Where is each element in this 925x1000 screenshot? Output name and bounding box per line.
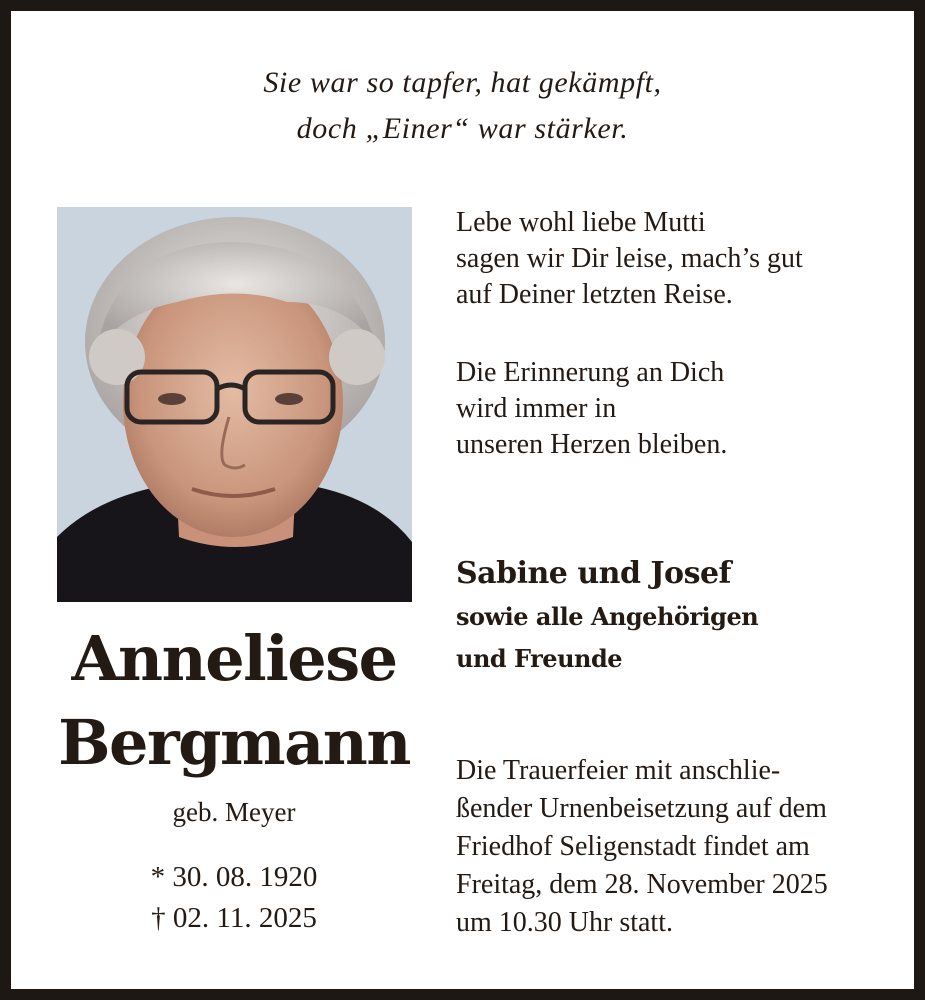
funeral-notice (456, 752, 828, 942)
verse-line: wird immer in (456, 393, 617, 424)
deceased-first-name: Anneliese (71, 622, 397, 695)
death-date: † 02. 11. 2025 (151, 902, 317, 934)
mourners-signature (456, 553, 758, 679)
verse-line: Die Erinnerung an Dich (456, 357, 725, 388)
notice-line: Freitag, dem 28. November 2025 (456, 869, 828, 900)
motto (0, 60, 925, 152)
verse-line: auf Deiner letzten Reise. (456, 279, 733, 310)
deceased-last-name: Bergmann (58, 706, 410, 779)
notice-line: um 10.30 Uhr statt. (456, 907, 673, 938)
birth-date: * 30. 08. 1920 (150, 861, 318, 893)
motto-line-2: doch „Einer“ war stärker. (296, 112, 629, 145)
verse-stanza-1 (456, 205, 803, 313)
notice-line: Friedhof Seligenstadt findet am (456, 831, 810, 862)
motto-line-1: Sie war so tapfer, hat gekämpft, (263, 66, 662, 99)
portrait-photo (57, 207, 412, 602)
maiden-name: geb. Meyer (172, 797, 296, 827)
verse-line: sagen wir Dir leise, mach’s gut (456, 243, 803, 274)
notice-line: ßender Urnenbeisetzung auf dem (456, 793, 827, 824)
verse-line: Lebe wohl liebe Mutti (456, 207, 706, 238)
verse-line: unseren Herzen bleiben. (456, 429, 728, 460)
mourners-relatives: sowie alle Angehörigen (456, 602, 759, 631)
mourners-friends: und Freunde (456, 644, 623, 673)
verse-stanza-2 (456, 355, 727, 463)
notice-line: Die Trauerfeier mit anschlie- (456, 755, 781, 786)
mourners-names: Sabine und Josef (456, 556, 731, 591)
